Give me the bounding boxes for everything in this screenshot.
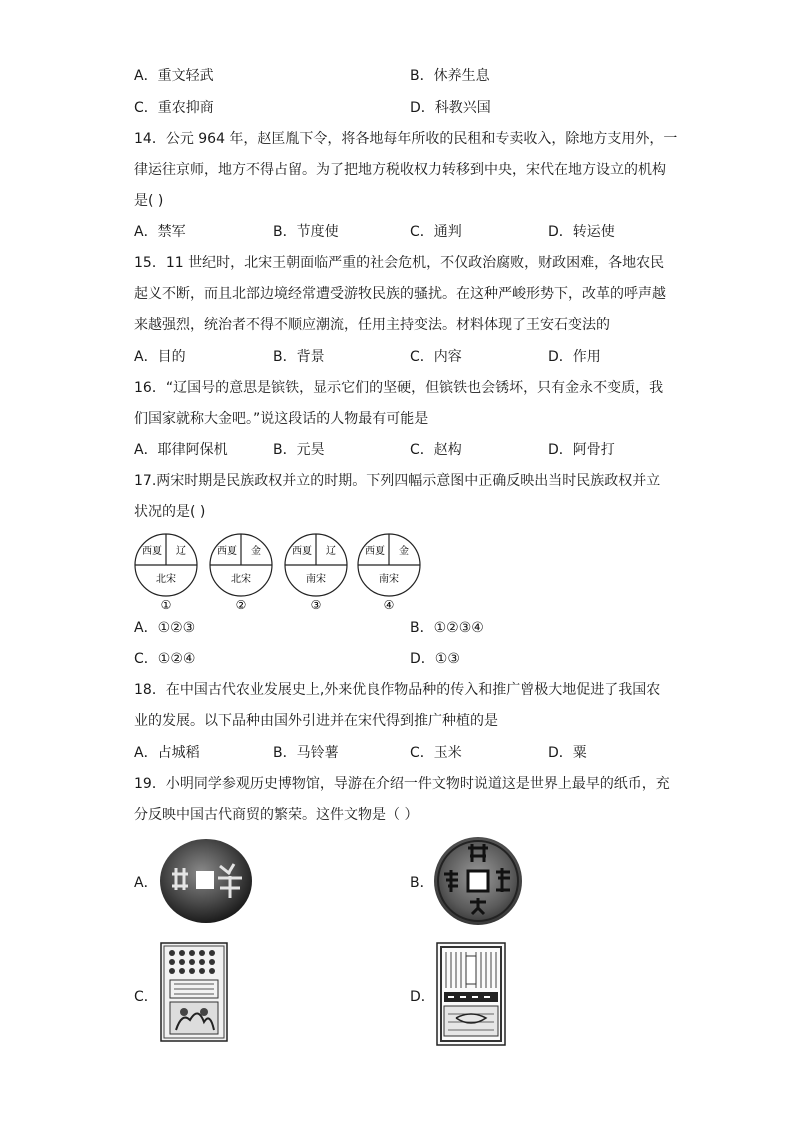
- q16-text-line-2: 们国家就称大金吧。”说这段话的人物最有可能是: [134, 411, 429, 427]
- diagram-2-tr: 金: [251, 546, 261, 557]
- paper-money-d-image[interactable]: [436, 942, 506, 1046]
- q18-text-line-1: 18．在中国古代农业发展史上,外来优良作物品种的传入和推广曾极大地促进了我国农: [134, 682, 661, 698]
- q14-option-d[interactable]: D．转运使: [548, 224, 615, 240]
- q15-text-line-3: 来越强烈，统治者不得不顺应潮流，任用主持变法。材料体现了王安石变法的: [134, 317, 610, 333]
- q13-option-a[interactable]: A．重文轻武: [134, 68, 214, 84]
- q18-text-line-2: 业的发展。以下品种由国外引进并在宋代得到推广种植的是: [134, 713, 498, 729]
- q18-option-d[interactable]: D．粟: [548, 745, 587, 761]
- q15-option-d[interactable]: D．作用: [548, 349, 601, 365]
- q19-option-c[interactable]: C．: [134, 989, 158, 1005]
- q14-text-line-1: 14．公元 964 年，赵匡胤下令，将各地每年所收的民租和专卖收入，除地方支用外，一: [134, 131, 678, 147]
- q17-option-b[interactable]: B．①②③④: [410, 620, 484, 636]
- diagram-1-tl: 西夏: [142, 546, 162, 557]
- diagram-4-bottom: 南宋: [379, 574, 399, 585]
- ancient-coin-b-image[interactable]: [432, 836, 524, 926]
- q19-option-d[interactable]: D．: [410, 989, 435, 1005]
- q15-option-c[interactable]: C．内容: [410, 349, 462, 365]
- diagram-3: [285, 534, 347, 612]
- q16-option-b[interactable]: B．元昊: [273, 442, 325, 458]
- diagram-4-tr: 金: [399, 546, 409, 557]
- q18-option-c[interactable]: C．玉米: [410, 745, 462, 761]
- diagram-2-number: ②: [235, 598, 247, 612]
- diagram-2-bottom: 北宋: [231, 574, 251, 585]
- q16-text-line-1: 16．“辽国号的意思是镔铁，显示它们的坚硬，但镔铁也会锈坏，只有金永不变质，我: [134, 380, 664, 396]
- q15-option-b[interactable]: B．背景: [273, 349, 325, 365]
- regime-circle-diagrams: [134, 533, 434, 613]
- q19-text-line-2: 分反映中国古代商贸的繁荣。这件文物是（ ）: [134, 807, 419, 823]
- q17-option-a[interactable]: A．①②③: [134, 620, 196, 636]
- diagram-1-bottom: 北宋: [156, 574, 176, 585]
- diagram-3-number: ③: [310, 598, 322, 612]
- q17-option-c[interactable]: C．①②④: [134, 651, 196, 667]
- q18-option-a[interactable]: A．占城稻: [134, 745, 200, 761]
- diagram-1-number: ①: [160, 598, 172, 612]
- diagram-4-number: ④: [383, 598, 395, 612]
- q14-option-b[interactable]: B．节度使: [273, 224, 339, 240]
- paper-money-c-image[interactable]: [160, 942, 228, 1042]
- q17-text-line-2: 状况的是( ): [134, 504, 206, 520]
- q15-text-line-1: 15．11 世纪时，北宋王朝面临严重的社会危机，不仅政治腐败，财政困难，各地农民: [134, 255, 665, 271]
- diagram-3-tl: 西夏: [292, 546, 312, 557]
- diagram-3-bottom: 南宋: [306, 574, 326, 585]
- q13-option-b[interactable]: B．休养生息: [410, 68, 490, 84]
- diagram-1: [135, 534, 197, 612]
- q19-option-a[interactable]: A．: [134, 875, 158, 891]
- q14-text-line-2: 律运往京师，地方不得占留。为了把地方税收权力转移到中央，宋代在地方设立的机构: [134, 162, 666, 178]
- q15-text-line-2: 起义不断，而且北部边境经常遭受游牧民族的骚扰。在这种严峻形势下，改革的呼声越: [134, 286, 666, 302]
- q17-option-d[interactable]: D．①③: [410, 651, 460, 667]
- q14-option-c[interactable]: C．通判: [410, 224, 462, 240]
- q19-text-line-1: 19．小明同学参观历史博物馆，导游在介绍一件文物时说道这是世界上最早的纸币，充: [134, 776, 670, 792]
- q19-option-b[interactable]: B．: [410, 875, 434, 891]
- diagram-2-tl: 西夏: [217, 546, 237, 557]
- diagram-2: [210, 534, 272, 612]
- q13-option-c[interactable]: C．重农抑商: [134, 100, 214, 116]
- q15-option-a[interactable]: A．目的: [134, 349, 186, 365]
- q14-text-line-3: 是( ): [134, 193, 164, 209]
- diagram-4-tl: 西夏: [365, 546, 385, 557]
- q16-option-c[interactable]: C．赵构: [410, 442, 462, 458]
- q16-option-a[interactable]: A．耶律阿保机: [134, 442, 228, 458]
- q17-text-line-1: 17.两宋时期是民族政权并立的时期。下列四幅示意图中正确反映出当时民族政权并立: [134, 473, 661, 489]
- diagram-1-tr: 辽: [176, 546, 186, 557]
- q18-option-b[interactable]: B．马铃薯: [273, 745, 339, 761]
- q14-option-a[interactable]: A．禁军: [134, 224, 186, 240]
- ancient-coin-a-image[interactable]: [158, 838, 254, 924]
- diagram-4: [358, 534, 420, 612]
- q13-option-d[interactable]: D．科教兴国: [410, 100, 491, 116]
- diagram-3-tr: 辽: [326, 546, 336, 557]
- q16-option-d[interactable]: D．阿骨打: [548, 442, 615, 458]
